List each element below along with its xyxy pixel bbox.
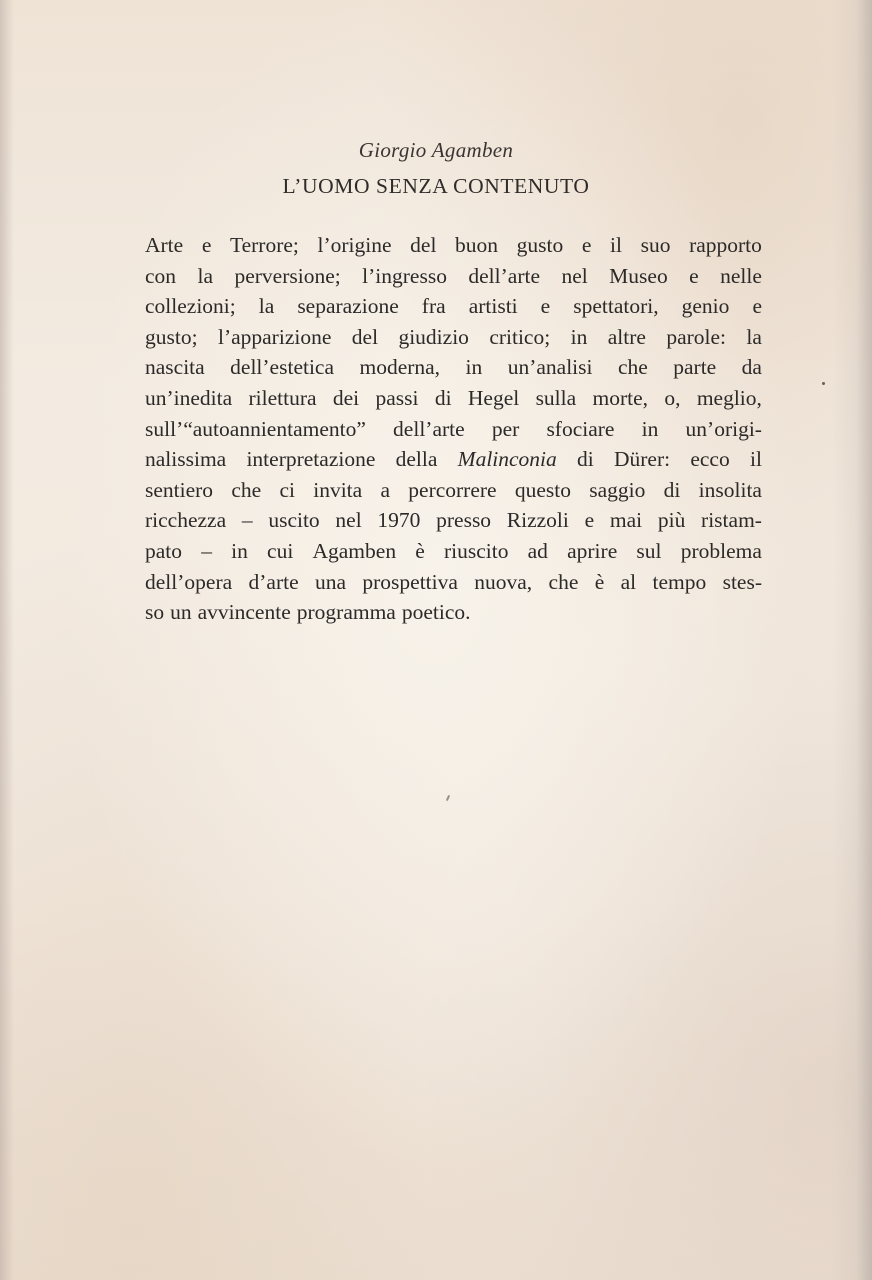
word: tempo	[652, 569, 707, 594]
word: cui	[267, 538, 294, 563]
text-line	[145, 291, 762, 322]
word: nuova,	[474, 569, 533, 594]
text-line	[145, 597, 762, 628]
word: il	[610, 233, 622, 257]
word: della	[395, 447, 438, 472]
word: sull’“autoannientamento”	[145, 416, 366, 441]
word: e	[540, 294, 551, 319]
word: riuscito	[443, 538, 509, 563]
word: e	[201, 233, 212, 257]
word: so	[145, 600, 165, 625]
word: l’ingresso	[362, 263, 447, 288]
word: sfociare	[546, 416, 615, 441]
word: più	[657, 508, 686, 533]
text-line	[145, 444, 762, 475]
word: Malinconia	[457, 447, 557, 472]
word: critico;	[489, 324, 551, 349]
word: un	[170, 600, 192, 625]
word: a	[380, 477, 391, 502]
word: gusto	[516, 233, 564, 257]
word: ecco	[690, 447, 730, 472]
text-line	[145, 322, 762, 353]
word: perversione;	[234, 263, 341, 288]
word: in	[641, 416, 659, 441]
word: nelle	[720, 263, 762, 288]
word: aprire	[567, 538, 618, 563]
word: è	[594, 569, 605, 594]
word: nel	[561, 263, 588, 288]
word: problema	[680, 538, 762, 563]
word: un’analisi	[507, 355, 593, 380]
word: dell’arte	[468, 263, 541, 288]
word: rilettura	[248, 385, 317, 410]
word: Rizzoli	[506, 508, 569, 533]
word: 1970	[377, 508, 421, 533]
word: che	[617, 355, 648, 380]
book-title: L’UOMO SENZA CONTENUTO	[282, 174, 590, 198]
word: la	[746, 324, 762, 349]
word: moderna,	[359, 355, 441, 380]
word: di	[434, 385, 452, 410]
word: l’origine	[317, 233, 392, 257]
word: presso	[436, 508, 492, 533]
word: mai	[609, 508, 643, 533]
text-line	[145, 475, 762, 506]
text-line	[145, 567, 762, 598]
word: sul	[636, 538, 662, 563]
word: sulla	[535, 385, 577, 410]
word: –	[201, 538, 212, 563]
word: morte,	[592, 385, 649, 410]
word: di	[663, 477, 681, 502]
text-line	[145, 536, 762, 567]
word: la	[197, 263, 214, 288]
word: fra	[421, 294, 446, 319]
word: e	[584, 508, 595, 533]
paper-mark	[446, 795, 450, 801]
word: dell’opera	[145, 569, 233, 594]
word: questo	[514, 477, 571, 502]
word: poetico.	[401, 600, 471, 625]
word: programma	[296, 600, 396, 625]
text-line	[145, 383, 762, 414]
text-line	[145, 261, 762, 292]
word: per	[491, 416, 520, 441]
word: spettatori,	[573, 294, 659, 319]
word: genio	[681, 294, 730, 319]
word: saggio	[589, 477, 646, 502]
word: con	[145, 263, 177, 288]
word: passi	[375, 385, 419, 410]
word: Hegel	[467, 385, 520, 410]
word: interpretazione	[246, 447, 376, 472]
word: stes-	[722, 569, 762, 594]
word: sentiero	[145, 477, 214, 502]
word: la	[258, 294, 275, 319]
word: percorrere	[408, 477, 497, 502]
word: al	[620, 569, 637, 594]
word: il	[749, 447, 762, 472]
word: Terrore;	[229, 233, 299, 257]
word: del	[351, 324, 379, 349]
word: un’inedita	[145, 385, 233, 410]
word: buon	[455, 233, 499, 257]
author-name: Giorgio Agamben	[358, 138, 514, 162]
word: del	[410, 233, 437, 257]
word: artisti	[468, 294, 518, 319]
word: prospettiva	[362, 569, 458, 594]
word: l’apparizione	[217, 324, 332, 349]
word: che	[231, 477, 262, 502]
word: pato	[145, 538, 183, 563]
word: parte	[673, 355, 717, 380]
word: invita	[313, 477, 363, 502]
text-line	[145, 352, 762, 383]
word: giudizio	[398, 324, 469, 349]
word: suo	[640, 233, 671, 257]
word: meglio,	[696, 385, 762, 410]
word: –	[241, 508, 253, 533]
word: collezioni;	[145, 294, 236, 319]
word: uscito	[268, 508, 320, 533]
word: dell’arte	[393, 416, 465, 441]
word: ricchezza	[145, 508, 227, 533]
word: Museo	[609, 263, 668, 288]
word: d’arte	[248, 569, 299, 594]
word: Agamben	[312, 538, 397, 563]
word: Arte	[145, 233, 184, 257]
word: ristam-	[701, 508, 762, 533]
word: Dürer:	[613, 447, 671, 472]
word: ci	[279, 477, 295, 502]
word: nascita	[145, 355, 205, 380]
word: di	[577, 447, 594, 472]
word: nel	[335, 508, 362, 533]
word: che	[548, 569, 579, 594]
word: e	[752, 294, 762, 319]
word: in	[570, 324, 588, 349]
word: ad	[527, 538, 548, 563]
word: in	[465, 355, 483, 380]
word: separazione	[297, 294, 399, 319]
word: un’origi-	[685, 416, 762, 441]
word: dei	[332, 385, 360, 410]
word: gusto;	[145, 324, 198, 349]
word: è	[415, 538, 425, 563]
text-line	[145, 414, 762, 445]
word: e	[689, 263, 699, 288]
paper-speck	[822, 382, 825, 385]
word: nalissima	[145, 447, 227, 472]
word: dell’estetica	[230, 355, 335, 380]
text-line	[145, 230, 762, 261]
word: rapporto	[689, 233, 762, 257]
word: in	[231, 538, 248, 563]
text-line	[145, 505, 762, 536]
word: da	[741, 355, 762, 380]
word: parole:	[666, 324, 727, 349]
word: insolita	[698, 477, 762, 502]
word: e	[581, 233, 592, 257]
word: una	[314, 569, 347, 594]
word: altre	[607, 324, 646, 349]
word: o,	[664, 385, 681, 410]
blurb-paragraph	[145, 230, 762, 628]
word: avvincente	[197, 600, 291, 625]
